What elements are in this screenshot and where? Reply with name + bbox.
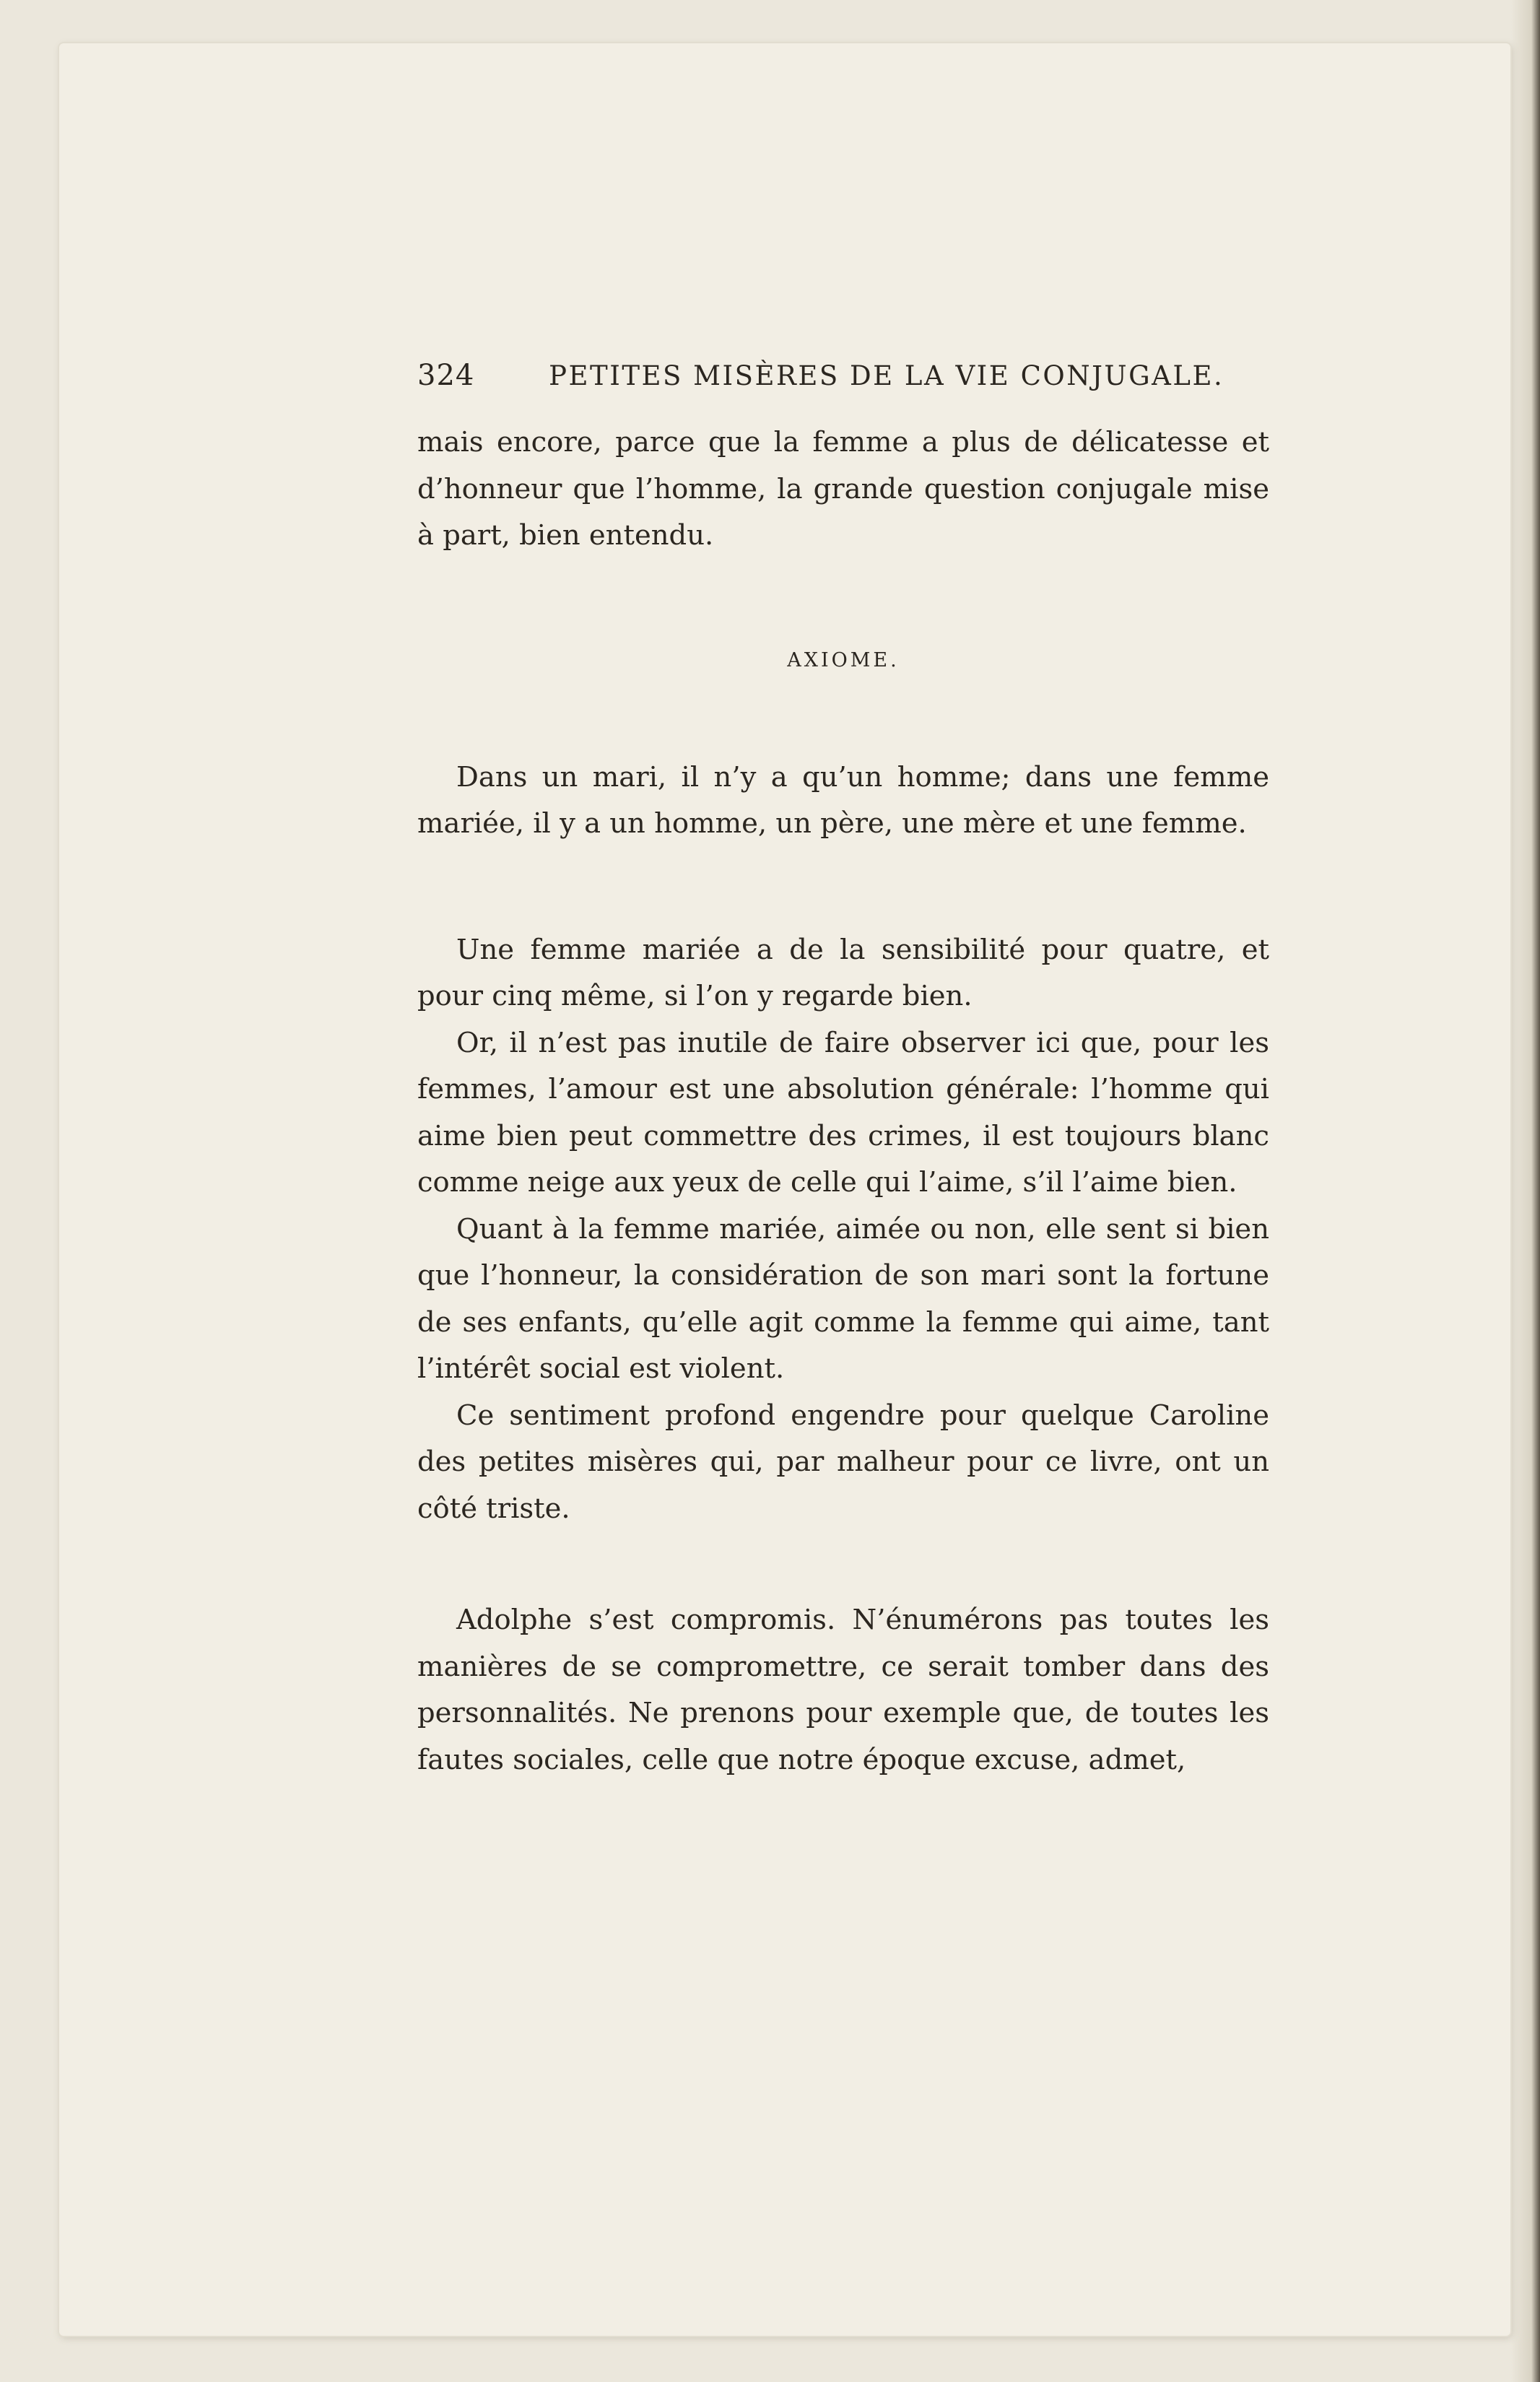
running-head bbox=[417, 354, 1269, 398]
paragraph: Une femme mariée a de la sensibilité pour quatre, et pour cinq même, si l’on y regarde bien. bbox=[417, 933, 1269, 1012]
page-number: 324 bbox=[417, 359, 475, 392]
axiom-paragraph: Dans un mari, il n’y a qu’un homme; dans une femme mariée, il y a un homme, un père, une mère et une femme. bbox=[417, 760, 1269, 840]
section-heading: AXIOME. bbox=[787, 648, 900, 671]
paragraph: Ce sentiment profond engendre pour quelque Caroline des petites misères qui, par malheur pour ce livre, ont un côté triste. bbox=[417, 1399, 1269, 1525]
paragraph: Quant à la femme mariée, aimée ou non, elle sent si bien que l’honneur, la considération de son mari sont la fortune de ses enfants, qu’elle agit comme la femme qui aime, tant l’intérêt social est violent. bbox=[417, 1212, 1269, 1385]
paragraph-continuation: mais encore, parce que la femme a plus de délicatesse et d’honneur que l’homme, la grande question conjugale mise à part, bien entendu. bbox=[417, 426, 1269, 552]
running-title: PETITES MISÈRES DE LA VIE CONJUGALE. bbox=[549, 360, 1224, 391]
paragraph: Adolphe s’est compromis. N’énumérons pas toutes les manières de se compromettre, ce serait tomber dans des personnalités. Ne prenons pour exemple que, de toutes les fautes sociales, celle que notre époque excuse, admet, bbox=[417, 1604, 1269, 1776]
page-edge-shadow bbox=[1511, 0, 1540, 2382]
text-block bbox=[417, 354, 1269, 1783]
paragraph: Or, il n’est pas inutile de faire observer ici que, pour les femmes, l’amour est une absolution générale: l’homme qui aime bien peut commettre des crimes, il est toujours blanc comme neige aux yeux de celle qui l’aime, s’il l’aime bien. bbox=[417, 1026, 1269, 1199]
